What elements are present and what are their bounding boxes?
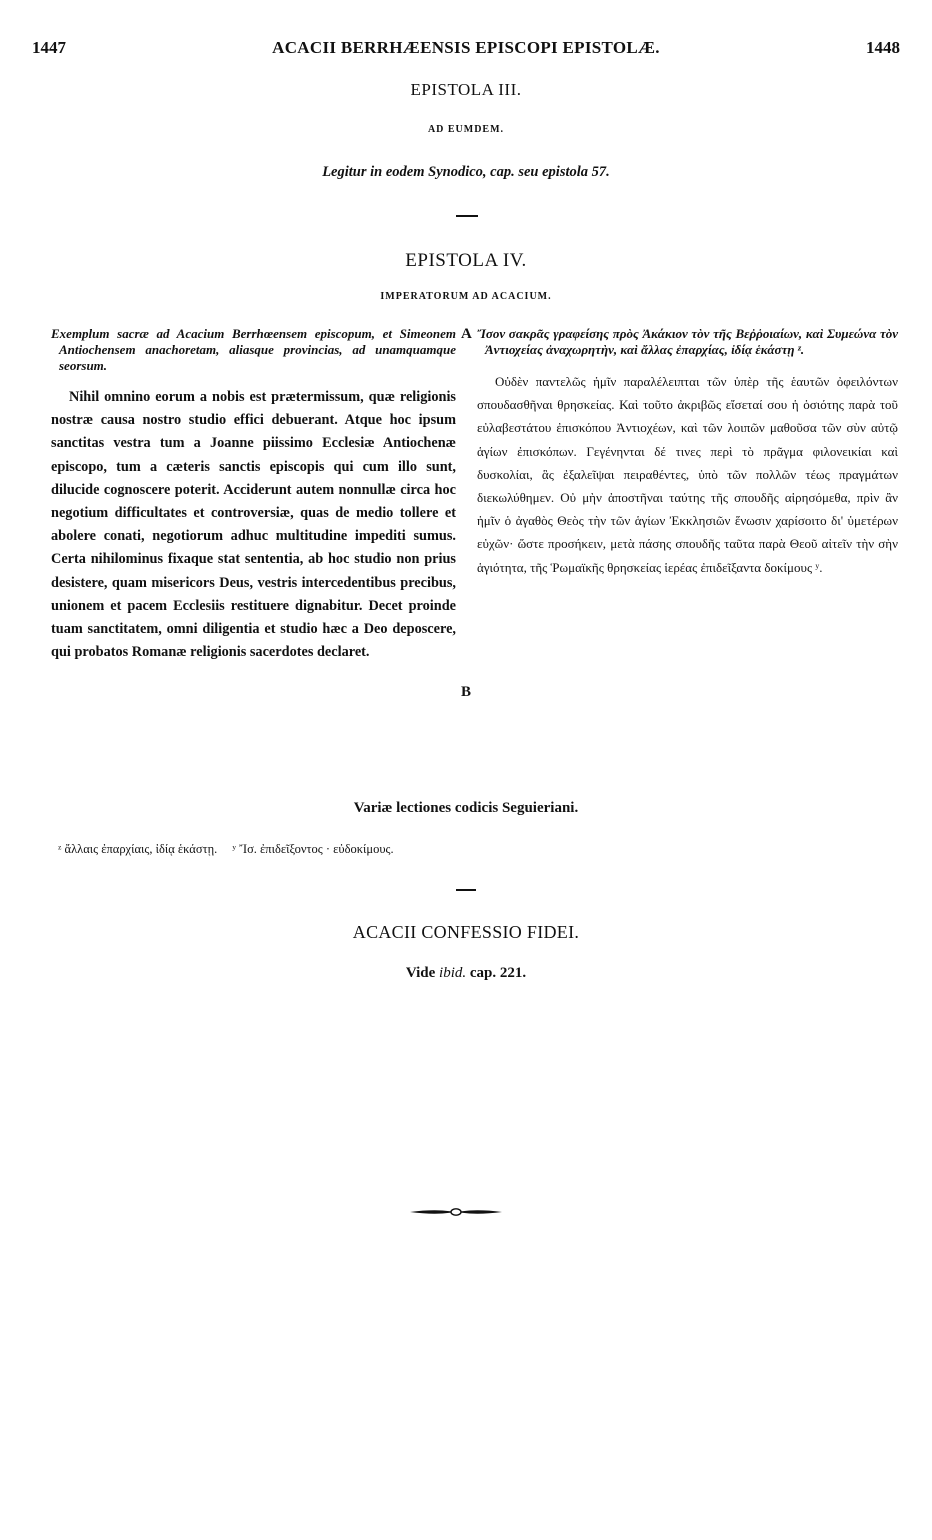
latin-intro: Exemplum sacræ ad Acacium Berrhœensem episcopum, et Simeonem Antiochensem anachoretam, aliasque provincias, ad unamquamque seorsum.: [51, 326, 456, 373]
epistola-4-address: IMPERATORUM AD ACACIUM.: [380, 291, 552, 302]
latin-text: Nihil omnino eorum a nobis est prætermissum, quæ religionis nostræ causa nostro studio effici debuerant. Atque hoc ipsum sanctitas vestra tum a Joanne piissimo Ecclesiæ Antiochenæ episcopo, tum a cæteris sanctis episcopis qui cum illo sunt, dilucide cognoscere poterit. Acciderunt autem nonnullæ circa hoc negotium difficultates et controversiæ, quas de medio tollere et abolere conati, negotiorum adhuc multitudine impediti sumus. Certa nihilominus fixaque stat sententia, ab hoc studio non prius desistere, quam misericors Deus, vestris intercedentibus precibus, unionem et pacem Ecclesiis restituere dignabitur. Decet proinde tuam sanctitatem, omni diligentia et studio hæc a Deo deposcere, qui probatos Romanæ religionis sacerdotes declaret.: [51, 389, 456, 661]
marginal-marker-b: B: [461, 684, 472, 700]
epistola-4-heading: EPISTOLA IV.: [405, 250, 527, 271]
end-ornament: [410, 1206, 502, 1218]
variant-readings: [58, 842, 406, 857]
latin-column: [51, 326, 456, 664]
marginal-marker-a: A: [461, 326, 472, 342]
column-number-left: 1447: [32, 38, 66, 57]
epistola-3-heading: EPISTOLA III.: [410, 80, 522, 99]
separator-rule: [456, 215, 478, 217]
greek-text: Οὐδὲν παντελῶς ἡμῖν παραλέλειπται τῶν ὑπὲρ τῆς ἑαυτῶν ὀφειλόντων σπουδασθῆναι θρησκείας. Καὶ τοῦτο ἀκριβῶς εἴσεταί σου ἡ ὁσιότης παρὰ τοῦ εὐλαβεστάτου ἐπισκόπου Ἀντιοχέων, καὶ τῶν λοιπῶν μαθοῦσα τῶν σὺν αὐτῷ ἁγίων ἐπισκόπων. Γεγένηνται δέ τινες περὶ τὸ πρᾶγμα φιλονεικίαι καὶ δυσκολίαι, ἃς ἐξαλεῖψαι πειραθέντες, ὑπὸ τῶν πολλῶν τέως πραγμάτων διεκωλύθημεν. Οὐ μὴν ἀποστῆναι ταύτης τῆς σπουδῆς αἱρησόμεθα, πρὶν ἂν ἡμῖν ὁ ἀγαθὸς Θεὸς τὴν τῶν ἁγίων Ἐκκλησιῶν ἕνωσιν χαρίσοιτο δι' ὑμετέρων εὐχῶν· ὥστε προσήκειν, μετὰ πάσης σπουδῆς ταῦτα παρὰ Θεοῦ αἰτεῖν τὴν σὴν ἁγιότητα, τῆς Ῥωμαϊκῆς θρησκείας ἱερέας ἐπιδεῖξαντα δοκίμους ʸ.: [477, 374, 898, 575]
column-number-right: 1448: [866, 38, 900, 57]
running-head: [32, 38, 900, 60]
greek-intro: Ἴσον σακρᾶς γραφείσης πρὸς Ἀκάκιον τὸν τῆς Βεῤῥοιαίων, καὶ Συμεώνα τὸν Ἀντιοχείας ἀναχωρητὴν, καὶ ἄλλας ἐπαρχίας, ἰδίᾳ ἑκάστῃ ᶻ.: [477, 326, 898, 357]
epistola-3-address: AD EUMDEM.: [427, 124, 505, 135]
greek-column: [477, 326, 898, 579]
confessio-heading: ACACII CONFESSIO FIDEI.: [352, 922, 580, 942]
separator-rule-2: [456, 889, 476, 891]
variant-note-z: ᶻ ἄλλαις ἐπαρχίαις, ἰδίᾳ ἑκάστῃ.: [58, 842, 218, 856]
variant-note-y: ʸ Ἴσ. ἐπιδεῖξοντος · εὐδοκίμους.: [232, 842, 394, 856]
running-title: ACACII BERRHÆENSIS EPISCOPI EPISTOLÆ.: [272, 38, 660, 57]
confessio-reference: Vide ibid. cap. 221.: [405, 965, 527, 981]
variae-heading: Variæ lectiones codicis Seguieriani.: [353, 800, 579, 816]
epistola-3-note: Legitur in eodem Synodico, cap. seu epistola 57.: [322, 164, 610, 180]
